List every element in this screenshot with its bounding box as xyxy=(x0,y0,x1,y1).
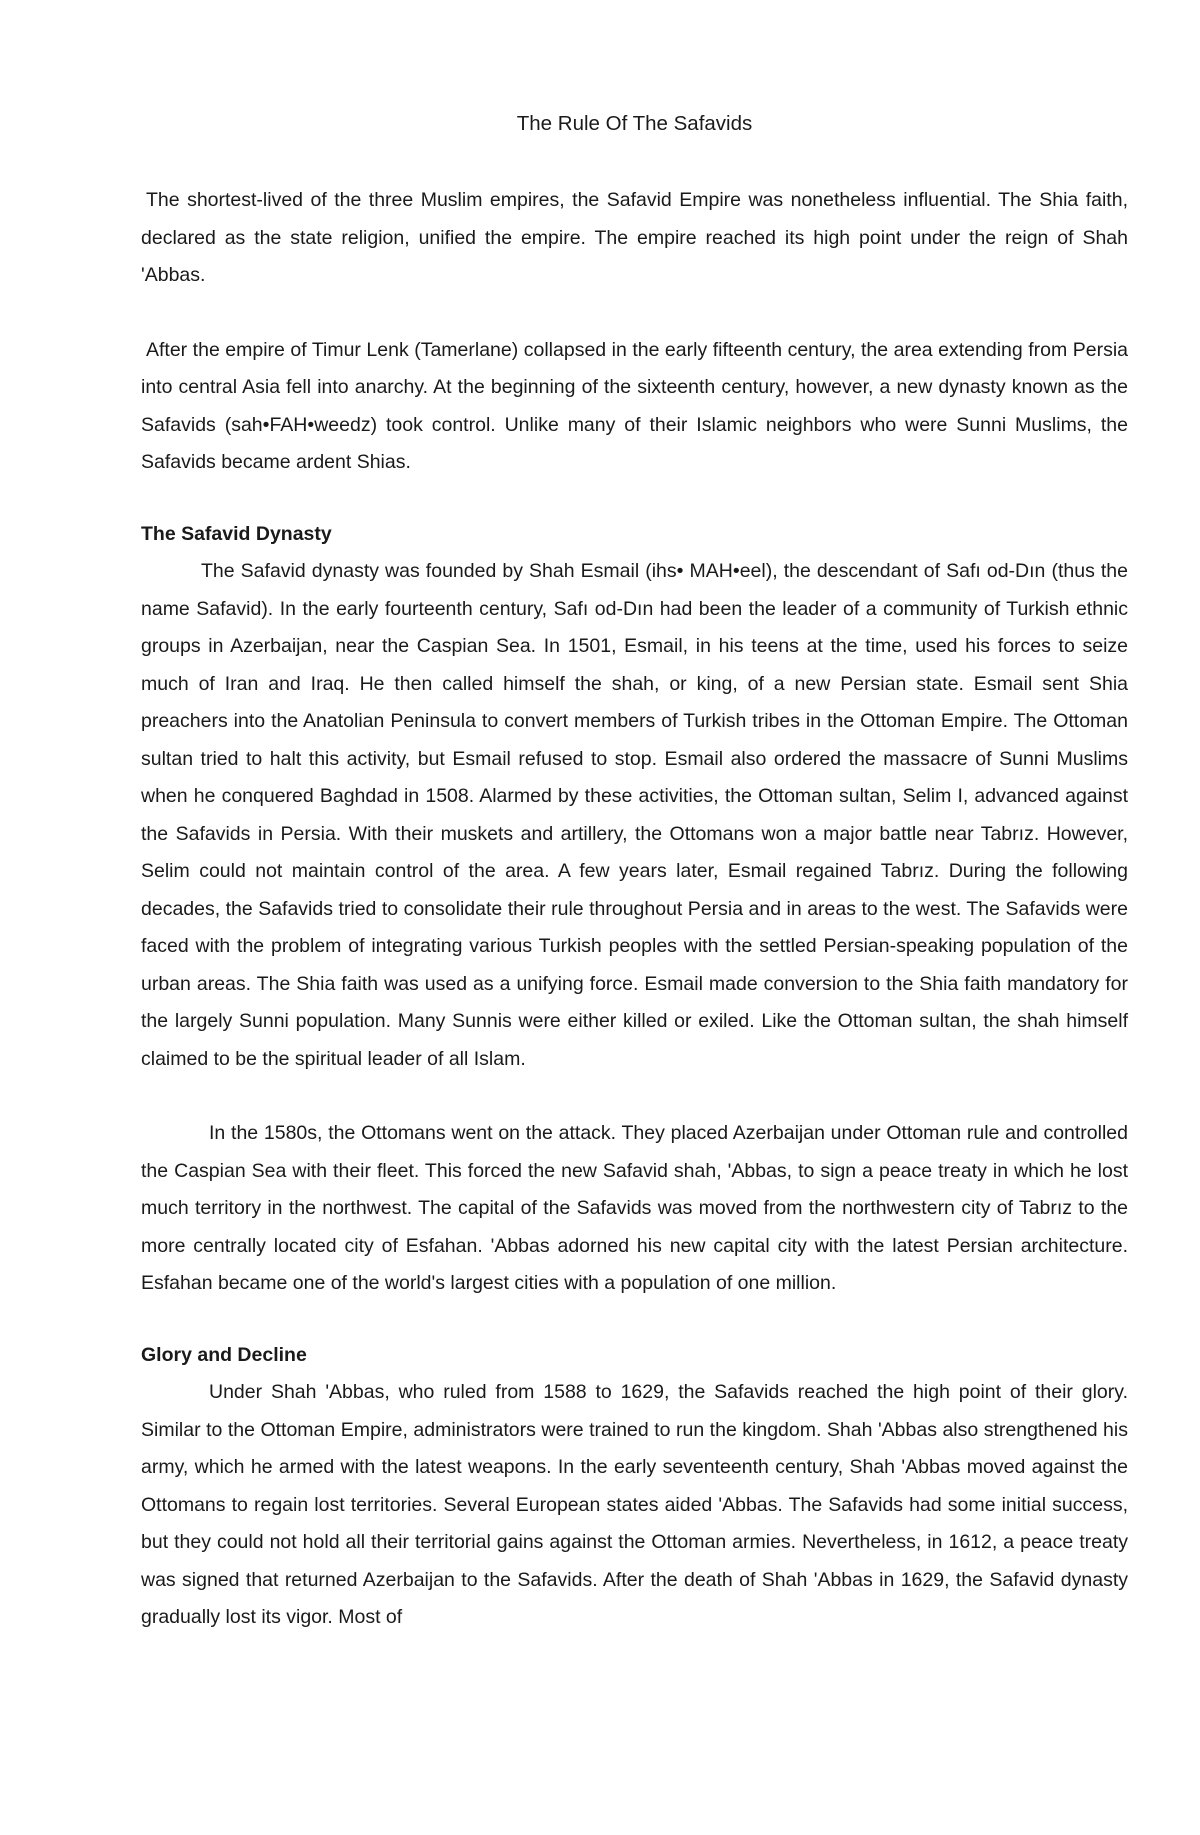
paragraph-gap xyxy=(141,1078,1128,1115)
section-heading-glory: Glory and Decline xyxy=(141,1343,307,1366)
dynasty-paragraph-2: In the 1580s, the Ottomans went on the attack. They placed Azerbaijan under Ottoman rule and controlled the Caspian Sea with their fleet. This forced the new Safavid shah, 'Abbas, to sign a peace treaty in which he lost much territory in the northwest. The capital of the Safavids was moved from the northwestern city of Tabrız to the more centrally located city of Esfahan. 'Abbas adorned his new capital city with the latest Persian architecture. Esfahan became one of the world's largest cities with a population of one million. xyxy=(141,1122,1128,1294)
dynasty-paragraph-1: The Safavid dynasty was founded by Shah Esmail (ihs• MAH•eel), the descendant of Safı od-Dın (thus the name Safavid). In the early fourteenth century, Safı od-Dın had been the leader of a community of Turkish ethnic groups in Azerbaijan, near the Caspian Sea. In 1501, Esmail, in his teens at the time, used his forces to seize much of Iran and Iraq. He then called himself the shah, or king, of a new Persian state. Esmail sent Shia preachers into the Anatolian Peninsula to convert members of Turkish tribes in the Ottoman Empire. The Ottoman sultan tried to halt this activity, but Esmail refused to stop. Esmail also ordered the massacre of Sunni Muslims when he conquered Baghdad in 1508. Alarmed by these activities, the Ottoman sultan, Selim I, advanced against the Safavids in Persia. With their muskets and artillery, the Ottomans won a major battle near Tabrız. However, Selim could not maintain control of the area. A few years later, Esmail regained Tabrız. During the following decades, the Safavids tried to consolidate their rule throughout Persia and in areas to the west. The Safavids were faced with the problem of integrating various Turkish peoples with the settled Persian-speaking population of the urban areas. The Shia faith was used as a unifying force. Esmail made conversion to the Shia faith mandatory for the largely Sunni population. Many Sunnis were either killed or exiled. Like the Ottoman sultan, the shah himself claimed to be the spiritual leader of all Islam. xyxy=(141,560,1128,1070)
section-gap xyxy=(141,1303,1128,1337)
paragraph-gap xyxy=(141,295,1128,332)
document-title: The Rule Of The Safavids xyxy=(516,112,753,135)
glory-paragraph-1: Under Shah 'Abbas, who ruled from 1588 to 1629, the Safavids reached the high point of their glory. Similar to the Ottoman Empire, administrators were trained to run the kingdom. Shah 'Abbas also strengthened his army, which he armed with the latest weapons. In the early seventeenth century, Shah 'Abbas moved against the Ottomans to regain lost territories. Several European states aided 'Abbas. The Safavids had some initial success, but they could not hold all their territorial gains against the Ottoman armies. Nevertheless, in 1612, a peace treaty was signed that returned Azerbaijan to the Safavids. After the death of Shah 'Abbas in 1629, the Safavid dynasty gradually lost its vigor. Most of xyxy=(141,1381,1128,1628)
intro-paragraph-2: After the empire of Timur Lenk (Tamerlane) collapsed in the early fifteenth century, the area extending from Persia into central Asia fell into anarchy. At the beginning of the sixteenth century, however, a new dynasty known as the Safavids (sah•FAH•weedz) took control. Unlike many of their Islamic neighbors who were Sunni Muslims, the Safavids became ardent Shias. xyxy=(141,338,1128,473)
document-page xyxy=(141,110,1128,1637)
section-gap xyxy=(141,482,1128,516)
intro-paragraph-1: The shortest-lived of the three Muslim empires, the Safavid Empire was nonetheless influential. The Shia faith, declared as the state religion, unified the empire. The empire reached its high point under the reign of Shah 'Abbas. xyxy=(141,189,1128,286)
section-heading-dynasty: The Safavid Dynasty xyxy=(141,522,332,545)
